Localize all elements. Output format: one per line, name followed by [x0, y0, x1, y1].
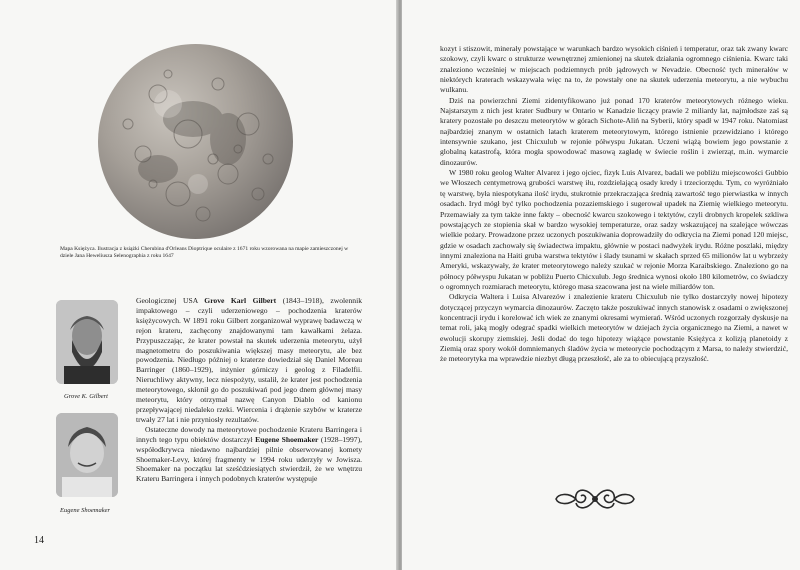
- gilbert-portrait-name: Grove K. Gilbert: [64, 393, 108, 400]
- bold-name: Grove Karl Gilbert: [204, 296, 277, 305]
- left-page: [0, 0, 398, 570]
- text-run: (1843–1918), zwolennik impaktowego – czyli uderzeniowego – pochodzenia kraterów księżycowych. W 1891 roku Gilbert zorganizował wyprawę badawczą w rejon krateru, zachęcony znajdowanymi tam kawałkami żelaza. Przypuszczając, że krater powstał na skutek uderzenia meteorytu, użył magnetometru do poszukiwania większej masy meteorytu, ale bez powodzenia. Niedługo później o kraterze dowiedział się Daniel Moreau Barringer (1860–1929), inżynier górniczy i geolog z Filadelfii. Nieruchliwy aktywny, lecz niespożyty, ustalił, że krater jest pochodzenia meteorytowego, skłonił go do poszukiwań pod jego dnem głównej masy meteorytu, który otrzymał nazwę Canyon Diablo od kanionu przepływającej niedaleko rzeki. Wiercenia i drążenie szybów w kraterze trwały 27 lat i nie przyniosły rezultatów.: [136, 296, 362, 424]
- paragraph: Dziś na powierzchni Ziemi zidentyfikowano już ponad 170 kraterów meteorytowych różnego wieku. Najstarszym z nich jest krater Sudbury w Ontario w Kanadzie liczący prawie 2 miliardy lat, najmłodsze zaś są kratery pozostałe po deszczu meteorytów w górach Sichote-Aliń na Syberii, który spadł w 1947 roku. Natomiast najbardziej znanym w ostatnich latach kraterem meteorytowym, którego istnienie przewidziano i którego intensywnie szukano, jest Chicxulub w rejonie półwyspu Jukatan. Uczeni wiążą bowiem jego powstanie z globalną katastrofą, która mogła spowodować masową zagładę w świecie roślin i zwierząt, m.in. wymarcie dinozaurów.: [440, 95, 788, 167]
- text-run: Geologicznej USA: [136, 296, 205, 305]
- right-page: [402, 0, 800, 570]
- moon-map-illustration: [98, 44, 293, 239]
- text-run: Ostateczne dowody na meteorytowe pochodzenie Krateru Barringera i innych tego typu obiektów dostarczył: [136, 424, 362, 444]
- paragraph: W 1980 roku geolog Walter Alvarez i jego ojciec, fizyk Luis Alvarez, badali we pobliżu miejscowości Gubbio we Włoszech centymetrową grubości warstwę iłu, rozdzielającą osady kredy i trzeciorzędu. Tym, co wyróżniało tę warstwę, była niespotykana ilość irydu, stukrotnie przekraczająca średnią zawartość tego pierwiastka w innych osadach. Iryd mógł być tylko pochodzenia pozaziemskiego i sugerował upadek na Ziemię wielkiego meteorytu. Przemawiały za tym także inne fakty – obecność kwarcu szokowego i tektytów, czyli drobnych kropelek szkliwa powstających ze stopienia skał w bardzo wysokiej temperaturze, oraz sadzy wskazującej na szalejące wówczas wielkie pożary. Prowadzone przez uczonych poszukiwania doprowadziły do odkrycia na Ziemi ponad 120 miejsc, gdzie w osadach zachowały się świadectwa impaktu, głównie w postaci nadwyżek irydu. Różne poszlaki, między innymi znaleziona na Haiti gruba warstwa tektytów i ślady tsunami w skałach sprzed 65 milionów lat u wybrzeży Ameryki, wskazywały, że krater meteorytowego należy szukać w rejonie Morza Karaibskiego. Znaleziono go na północy półwyspu Jukatan w pobliżu Puerto Chicxulub. Jego średnica wynosi około 180 kilometrów, co świadczy o ogromnych rozmiarach meteorytu, którego masa szacowana jest na wiele miliardów ton.: [440, 168, 788, 291]
- gilbert-portrait: [56, 300, 118, 384]
- paragraph: [136, 425, 362, 484]
- paragraph: Odkrycia Waltera i Luisa Alvarezów i znalezienie krateru Chicxulub nie tylko dostarczyły nowej hipotezy dotyczącej przyczyn wymarcia dinozaurów. Zaczęto także poszukiwać innych stanowisk z osadami o zwiększonej koncentracji irydu i korelować ich wiek ze znanymi okresami wymierań. Wśród uczonych rozgorzały dyskusje na temat roli, jaką mogły odegrać spadki wielkich meteorytów w dziejach życia organicznego na Ziemi, a nawet w ewolucji skorupy ziemskiej. Jeśli dodać do tego hipotezy wiążące powstanie Księżyca z kolizją planetoidy z Ziemią oraz spory wokół domniemanych śladów życia w meteorycie pochodzącym z Marsa, to należy stwierdzić, że meteorytyka ma wprawdzie niezbyt długą przeszłość, ale za to obiecującą przyszłość.: [440, 292, 788, 364]
- bold-name: Eugene Shoemaker: [255, 434, 319, 444]
- paragraph: [136, 296, 362, 425]
- right-body-text: [440, 44, 788, 365]
- shoemaker-portrait: [56, 413, 118, 497]
- shoemaker-portrait-name: Eugene Shoemaker: [60, 507, 110, 514]
- moon-craters-graphic: [98, 44, 293, 239]
- page-number: 14: [34, 535, 44, 546]
- paragraph: kozyt i stiszowit, minerały powstające w warunkach bardzo wysokich ciśnień i temperatur, oraz tak zwany kwarc szokowy, czyli kwarc o strukturze wewnętrznej zmienionej na skutek działania ogromnego ciśnienia. Kwarc taki znaleziono wcześniej w miejscach podziemnych prób jądrowych w Nevadzie. Obecność tych minerałów w niektórych kraterach wskazywała więc na to, że powstały one na skutek uderzenia meteorytu, a nie wybuchu wulkanu.: [440, 44, 788, 95]
- decorative-ornament-icon: [550, 482, 640, 521]
- moon-map-caption: Mapa Księżyca. Ilustracja z książki Cherubina d'Orleans Dioptrique oculaire z 1671 roku wzorowana na mapie zamieszczonej w dziele Jana Heweliusza Selenographia z roku 1647: [60, 246, 349, 260]
- left-body-text: [136, 296, 362, 484]
- text-run: (1928–1997), współodkrywca niedawno najbardziej pilnie obserwowanej komety Shoemaker-Levy, której fragmenty w 1994 roku uderzyły w Jowisza. Shoemaker na początku lat sześćdziesiątych stwierdził, że we wnętrzu Krateru Barringera i innych podobnych kraterów występuje: [136, 434, 363, 484]
